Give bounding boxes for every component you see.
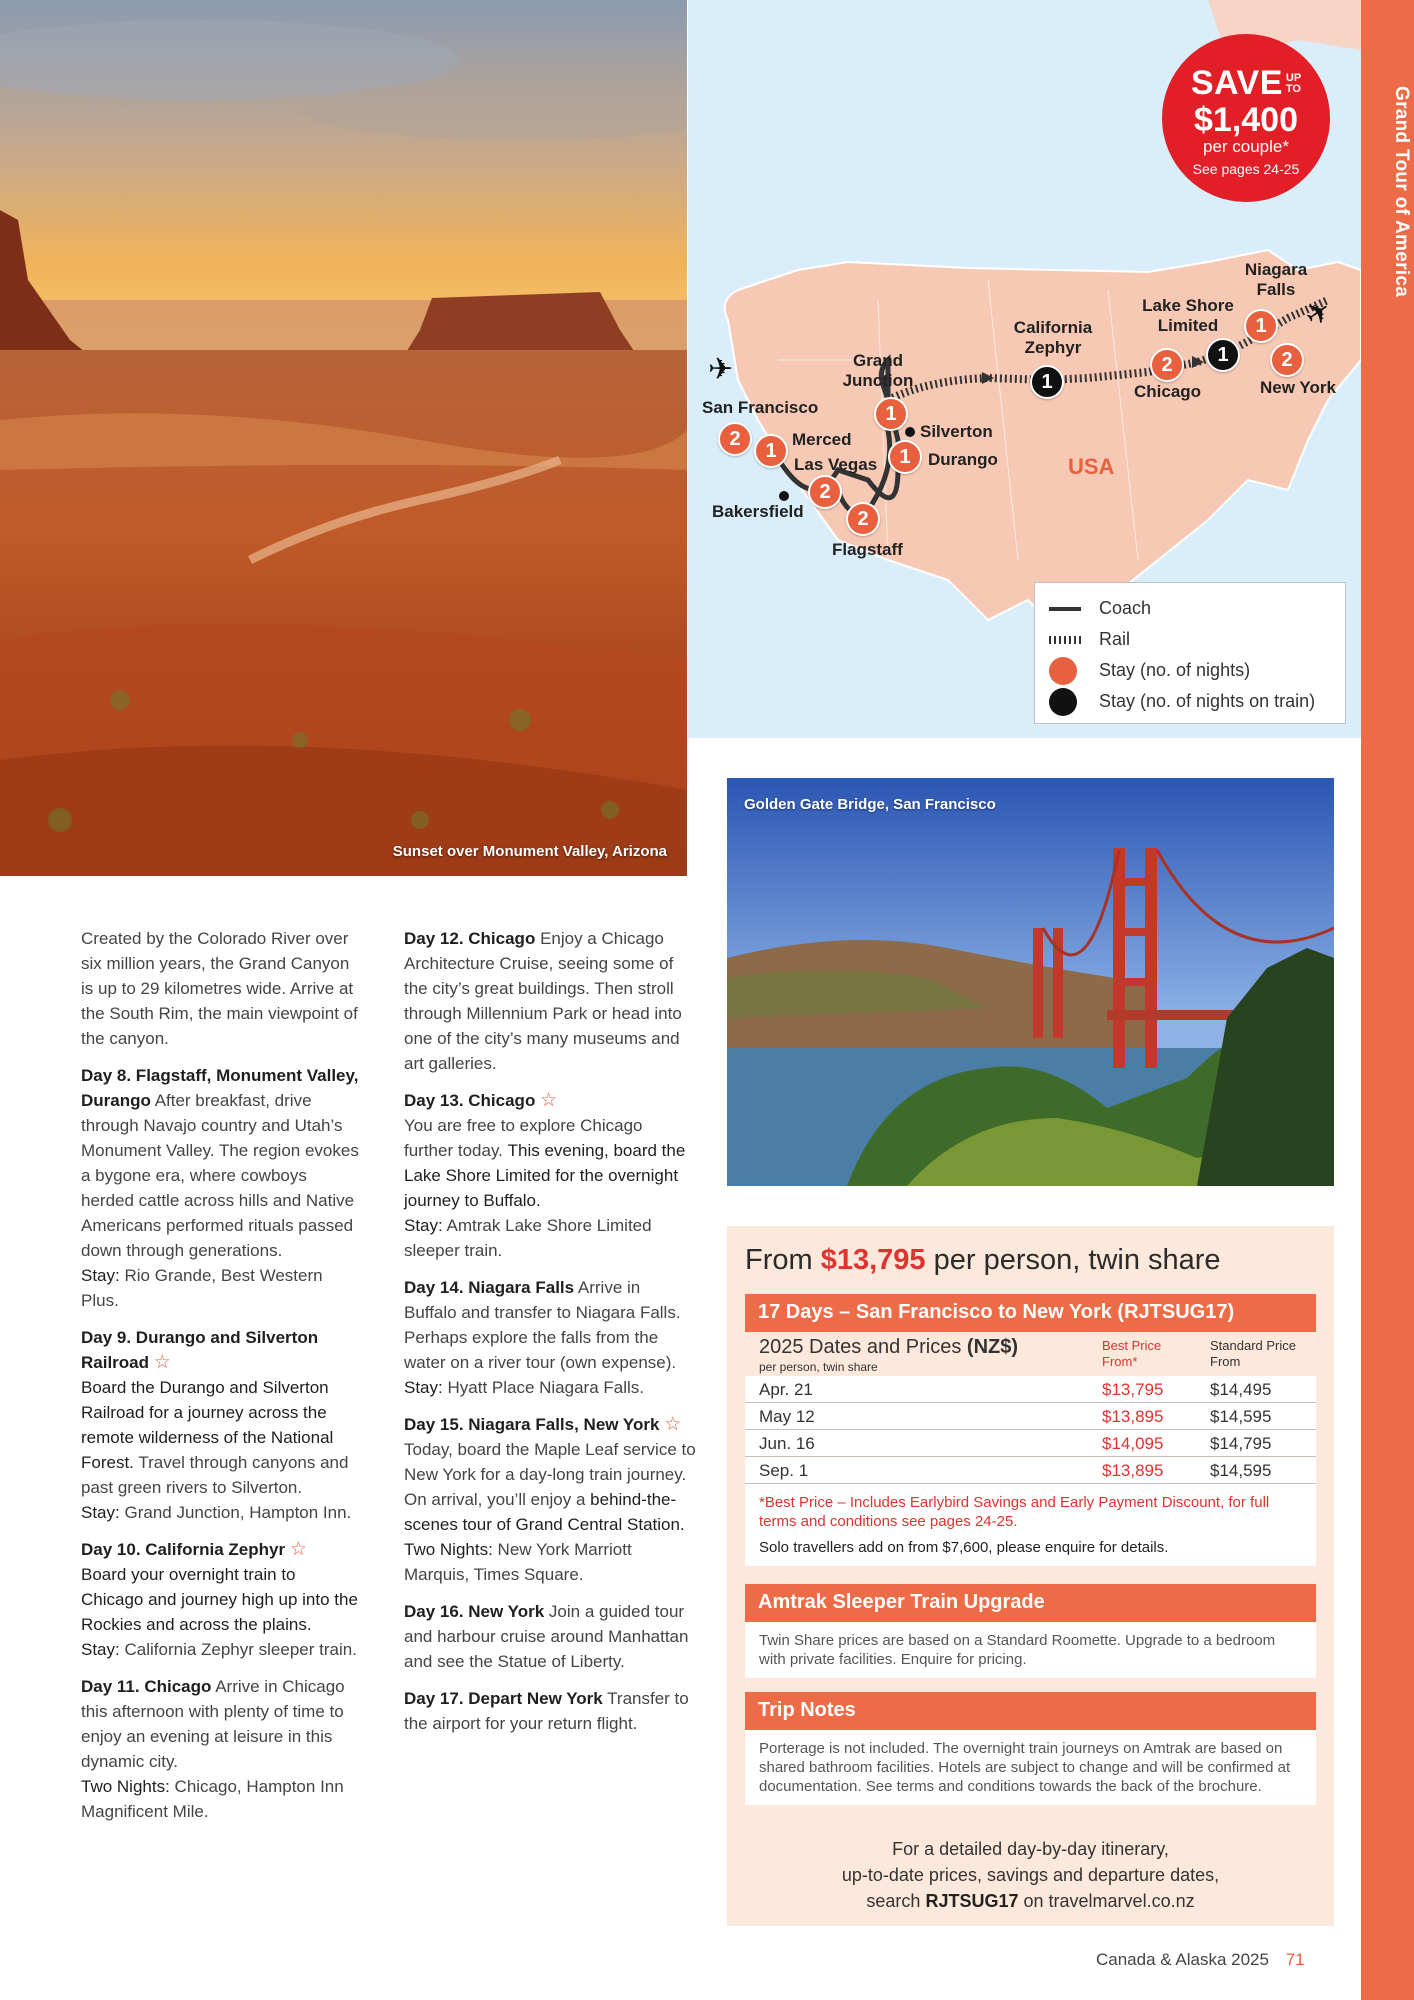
star-icon: ☆ xyxy=(540,1090,558,1111)
col-standard-price: Standard Price From xyxy=(1210,1338,1296,1369)
row-standard-price: $14,495 xyxy=(1210,1380,1272,1399)
day-text: You are free to explore Chicago further today. xyxy=(404,1116,643,1160)
day-text: Today, board the Maple Leaf service to New York for a day-long train journey. On arrival, you’ll enjoy a xyxy=(404,1440,696,1509)
day-text: Arrive in Chicago this afternoon with plenty of time to enjoy an evening at leisure in this dynamic city. xyxy=(81,1677,345,1771)
trip-notes-bar: Trip Notes xyxy=(745,1692,1316,1730)
map-label-bakersfield: Bakersfield xyxy=(712,502,804,521)
cta-line-3 xyxy=(727,1888,1334,1914)
golden-gate-photo xyxy=(727,778,1334,1186)
stay-label: Two Nights: xyxy=(81,1777,170,1796)
map-label-new-york: New York xyxy=(1260,378,1336,397)
table-row xyxy=(745,1376,1316,1403)
best-price-note: *Best Price – Includes Earlybird Savings and Early Payment Discount, for full terms and conditions see pages 24-25. xyxy=(759,1494,1270,1530)
map-label-san-francisco: San Francisco xyxy=(702,398,819,417)
itinerary-intro: Created by the Colorado River over six million years, the Grand Canyon is up to 29 kilometres wide. Arrive at the South Rim, the main viewpoint of the canyon. xyxy=(81,929,358,1048)
day-title: Day 12. Chicago xyxy=(404,929,536,948)
table-title xyxy=(759,1336,1018,1359)
price-panel xyxy=(727,1226,1334,1926)
upgrade-box xyxy=(745,1622,1316,1678)
map-label-california-zephyr: California Zephyr xyxy=(1013,318,1093,358)
itinerary-cta xyxy=(727,1836,1334,1914)
stay-label: Stay: xyxy=(81,1266,120,1285)
day-title: Day 17. Depart New York xyxy=(404,1689,603,1708)
row-best-price: $13,895 xyxy=(1102,1461,1164,1480)
save-see-pages: See pages 24-25 xyxy=(1192,161,1300,178)
legend-label: Coach xyxy=(1099,598,1152,618)
itinerary-day-14 xyxy=(404,1275,696,1400)
save-upto xyxy=(1286,73,1301,95)
price-headline xyxy=(745,1244,1221,1277)
itinerary-day-9 xyxy=(81,1325,361,1525)
monument-valley-image xyxy=(0,0,687,876)
map-legend xyxy=(1034,582,1346,724)
table-row xyxy=(745,1457,1316,1484)
row-date: Apr. 21 xyxy=(759,1380,813,1399)
itinerary-day-11 xyxy=(81,1674,361,1824)
cta-website: on travelmarvel.co.nz xyxy=(1023,1891,1195,1911)
legend-item-coach xyxy=(1049,593,1331,624)
from-price: $13,795 xyxy=(820,1244,926,1276)
legend-label: Stay (no. of nights on train) xyxy=(1099,691,1316,711)
table-currency: (NZ$) xyxy=(966,1336,1019,1358)
itinerary-day-16 xyxy=(404,1599,696,1674)
save-word: SAVE xyxy=(1190,64,1283,102)
itinerary-day-15 xyxy=(404,1412,696,1587)
table-subtitle: per person, twin share xyxy=(759,1360,878,1374)
day-highlight: Board the Durango and Silverton Railroad for a journey across the remote wilderness of the National Forest. xyxy=(81,1378,334,1472)
day-text: Travel through canyons and past green rivers to Silverton. xyxy=(81,1453,349,1497)
stay-label: Stay: xyxy=(404,1378,443,1397)
save-amount: $1,400 xyxy=(1194,101,1298,139)
table-row xyxy=(745,1403,1316,1430)
stay-hotel: Hyatt Place Niagara Falls. xyxy=(447,1378,645,1397)
day-title: Day 11. Chicago xyxy=(81,1677,212,1696)
page-footer xyxy=(1096,1950,1305,1970)
itinerary-day-10 xyxy=(81,1537,361,1662)
stay-label: Stay: xyxy=(404,1216,443,1235)
day-text: Arrive in Buffalo and transfer to Niagara Falls. Perhaps explore the falls from the water on a river tour (own expense). xyxy=(404,1278,681,1372)
cta-search-label: search xyxy=(866,1891,921,1911)
day-text: Transfer to the airport for your return flight. xyxy=(404,1689,689,1733)
price-table xyxy=(745,1332,1316,1566)
stay-marker-grand-junction: 1 xyxy=(874,397,908,431)
stay-hotel: California Zephyr sleeper train. xyxy=(124,1640,357,1659)
trip-notes-text: Porterage is not included. The overnight train journeys on Amtrak are based on shared bathroom facilities. Hotels are subject to change and will be confirmed at documentation. See terms and conditions towards the back of the brochure. xyxy=(759,1740,1291,1795)
cta-line-2: up-to-date prices, savings and departure dates, xyxy=(841,1865,1220,1885)
row-date: Sep. 1 xyxy=(759,1461,809,1480)
publication-name: Canada & Alaska 2025 xyxy=(1096,1950,1269,1969)
save-badge xyxy=(1162,34,1330,202)
day-title: Day 14. Niagara Falls xyxy=(404,1278,575,1297)
tour-bar: 17 Days – San Francisco to New York (RJTSUG17) xyxy=(745,1294,1316,1332)
itinerary-day-13 xyxy=(404,1088,696,1263)
legend-item-stay-train xyxy=(1049,686,1331,717)
map-label-merced: Merced xyxy=(792,430,852,449)
cta-line-1: For a detailed day-by-day itinerary, xyxy=(892,1839,1169,1859)
itinerary-day-8 xyxy=(81,1063,361,1313)
stay-marker-las-vegas: 2 xyxy=(808,475,842,509)
stay-hotel: Grand Junction, Hampton Inn. xyxy=(124,1503,352,1522)
plane-icon: ✈ xyxy=(1298,292,1339,335)
save-per-couple: per couple* xyxy=(1202,137,1289,156)
from-suffix: per person, twin share xyxy=(933,1244,1221,1276)
row-best-price: $14,095 xyxy=(1102,1434,1164,1453)
stay-marker-durango: 1 xyxy=(888,440,922,474)
solo-traveller-note: Solo travellers add on from $7,600, please enquire for details. xyxy=(759,1539,1169,1556)
save-to: TO xyxy=(1285,82,1301,95)
stay-hotel: Chicago, Hampton Inn Magnificent Mile. xyxy=(81,1777,344,1821)
day-text: Enjoy a Chicago Architecture Cruise, seeing some of the city’s great buildings. Then stroll through Millennium Park or head into one of the city’s many museums and art galleries. xyxy=(404,929,682,1073)
row-standard-price: $14,795 xyxy=(1210,1434,1272,1453)
stay-label: Stay: xyxy=(81,1640,120,1659)
star-icon: ☆ xyxy=(664,1414,682,1435)
train-stay-marker-lake-shore-limited: 1 xyxy=(1206,338,1240,372)
stay-marker-niagara-falls: 1 xyxy=(1244,309,1278,343)
stay-label: Two Nights: xyxy=(404,1540,493,1559)
row-standard-price: $14,595 xyxy=(1210,1461,1272,1480)
map-label-flagstaff: Flagstaff xyxy=(832,540,903,559)
legend-item-stay xyxy=(1049,655,1331,686)
day-text: Join a guided tour and harbour cruise around Manhattan and see the Statue of Liberty. xyxy=(404,1602,689,1671)
row-best-price: $13,895 xyxy=(1102,1407,1164,1426)
table-row xyxy=(745,1430,1316,1457)
trip-notes-box xyxy=(745,1730,1316,1805)
plane-icon: ✈ xyxy=(708,353,734,386)
price-table-header xyxy=(745,1332,1316,1376)
train-stay-marker-california-zephyr: 1 xyxy=(1030,365,1064,399)
map-label-las-vegas: Las Vegas xyxy=(794,455,878,474)
day-title: Day 16. New York xyxy=(404,1602,545,1621)
cta-tour-code: RJTSUG17 xyxy=(925,1891,1019,1911)
legend-label: Rail xyxy=(1099,629,1131,649)
row-date: May 12 xyxy=(759,1407,815,1426)
col-best-price: Best Price From* xyxy=(1102,1338,1162,1369)
day-highlight: behind-the-scenes tour of Grand Central Station. xyxy=(404,1490,685,1534)
map-country-label: USA xyxy=(1068,454,1115,479)
upgrade-text: Twin Share prices are based on a Standard Roomette. Upgrade to a bedroom with private facilities. Enquire for pricing. xyxy=(759,1632,1276,1668)
stay-marker-new-york: 2 xyxy=(1270,343,1304,377)
section-title: Grand Tour of America xyxy=(1391,86,1412,298)
stay-dot-icon xyxy=(1049,657,1077,685)
map-label-durango: Durango xyxy=(928,450,998,469)
star-icon: ☆ xyxy=(289,1539,307,1560)
stay-marker-san-francisco: 2 xyxy=(718,422,752,456)
train-stay-dot-icon xyxy=(1049,688,1077,716)
day-title: Day 8. Flagstaff, Monument Valley, Durango xyxy=(81,1066,359,1110)
itinerary-column-2 xyxy=(404,926,696,1748)
map-label-niagara-falls: Niagara Falls xyxy=(1244,260,1308,300)
day-text: After breakfast, drive through Navajo country and Utah’s Monument Valley. The region evokes a bygone era, where cowboys herded cattle across hills and Native Americans performed rituals passed down through generations. xyxy=(81,1091,359,1260)
hero-photo xyxy=(0,0,687,876)
from-label: From xyxy=(745,1244,813,1276)
save-up: UP xyxy=(1285,71,1302,84)
row-standard-price: $14,595 xyxy=(1210,1407,1272,1426)
golden-gate-image xyxy=(727,778,1334,1186)
stay-marker-merced: 1 xyxy=(754,434,788,468)
row-best-price: $13,795 xyxy=(1102,1380,1164,1399)
hero-caption: Sunset over Monument Valley, Arizona xyxy=(392,843,667,860)
legend-item-rail xyxy=(1049,624,1331,655)
page-number: 71 xyxy=(1285,1950,1305,1969)
stay-hotel: New York Marriott Marquis, Times Square. xyxy=(404,1540,632,1584)
golden-gate-caption: Golden Gate Bridge, San Francisco xyxy=(744,796,996,813)
table-title-text: 2025 Dates and Prices xyxy=(759,1336,962,1358)
rail-line-icon xyxy=(1049,636,1081,644)
day-title: Day 9. Durango and Silverton Railroad xyxy=(81,1328,319,1372)
day-title: Day 10. California Zephyr xyxy=(81,1540,286,1559)
map-label-silverton: Silverton xyxy=(920,422,993,441)
map-label-chicago: Chicago xyxy=(1134,382,1202,401)
legend-label: Stay (no. of nights) xyxy=(1099,660,1251,680)
day-highlight: Board your overnight train to Chicago and journey high up into the Rockies and across the plains. xyxy=(81,1565,358,1634)
stay-label: Stay: xyxy=(81,1503,120,1522)
stay-hotel: Amtrak Lake Shore Limited sleeper train. xyxy=(404,1216,652,1260)
star-icon: ☆ xyxy=(153,1352,171,1373)
day-title: Day 13. Chicago xyxy=(404,1091,536,1110)
coach-line-icon xyxy=(1049,607,1081,611)
itinerary-day-12 xyxy=(404,926,696,1076)
map-label-lake-shore-limited: Lake Shore Limited xyxy=(1142,296,1234,336)
itinerary-column-1 xyxy=(81,926,361,1836)
map-label-grand-junction: Grand Junction xyxy=(842,351,914,391)
stay-marker-flagstaff: 2 xyxy=(846,502,880,536)
day-highlight: This evening, board the Lake Shore Limited for the overnight journey to Buffalo. xyxy=(404,1141,686,1210)
stay-hotel: Rio Grande, Best Western Plus. xyxy=(81,1266,323,1310)
route-map xyxy=(688,0,1361,738)
itinerary-day-17 xyxy=(404,1686,696,1736)
row-date: Jun. 16 xyxy=(759,1434,815,1453)
stay-marker-chicago: 2 xyxy=(1150,348,1184,382)
day-title: Day 15. Niagara Falls, New York xyxy=(404,1415,660,1434)
upgrade-bar: Amtrak Sleeper Train Upgrade xyxy=(745,1584,1316,1622)
